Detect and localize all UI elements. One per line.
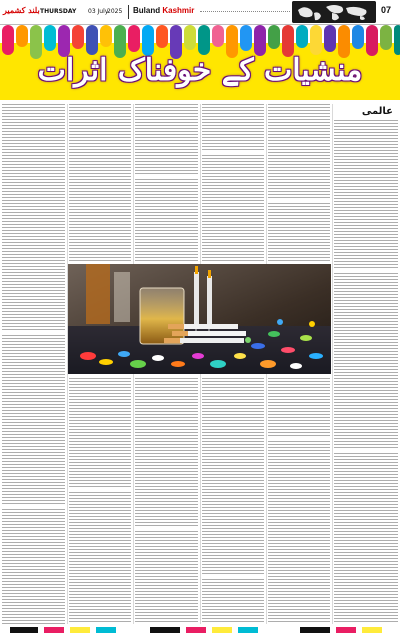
issue-date: 03 July — [88, 8, 109, 15]
text-column-3-upper — [202, 104, 264, 262]
text-column-3-lower — [202, 378, 264, 624]
text-column-1 — [334, 120, 398, 624]
text-column-2-lower — [268, 378, 330, 624]
text-column-2-upper — [268, 104, 330, 262]
masthead — [0, 0, 400, 25]
drugs-photo-illustration — [68, 264, 331, 374]
text-column-5-upper — [69, 104, 131, 262]
print-registration-bar — [0, 626, 400, 635]
article-photo — [68, 264, 331, 374]
text-column-5-lower — [69, 378, 131, 624]
world-map-graphic — [292, 1, 376, 23]
issue-day: THURSDAY — [40, 8, 77, 15]
paper-name-kashmir: Kashmir — [162, 6, 195, 15]
paper-name — [133, 6, 194, 15]
byline: عالمی — [361, 106, 393, 117]
world-map-icon — [292, 1, 376, 23]
header-divider — [128, 5, 129, 19]
brand-logo-urdu: بلند کشمیر — [3, 5, 40, 15]
header-dotted-rule — [200, 11, 290, 12]
paper-name-buland: Buland — [133, 6, 161, 15]
text-column-4-upper — [135, 104, 198, 262]
column-rule — [332, 104, 333, 624]
headline: منشیات کے خوفناک اثرات — [37, 53, 363, 88]
issue-year: 2025 — [107, 8, 123, 15]
headline-banner — [0, 25, 400, 100]
page-number: 07 — [381, 5, 392, 15]
text-column-6 — [2, 104, 65, 624]
text-column-4-lower — [135, 378, 198, 624]
